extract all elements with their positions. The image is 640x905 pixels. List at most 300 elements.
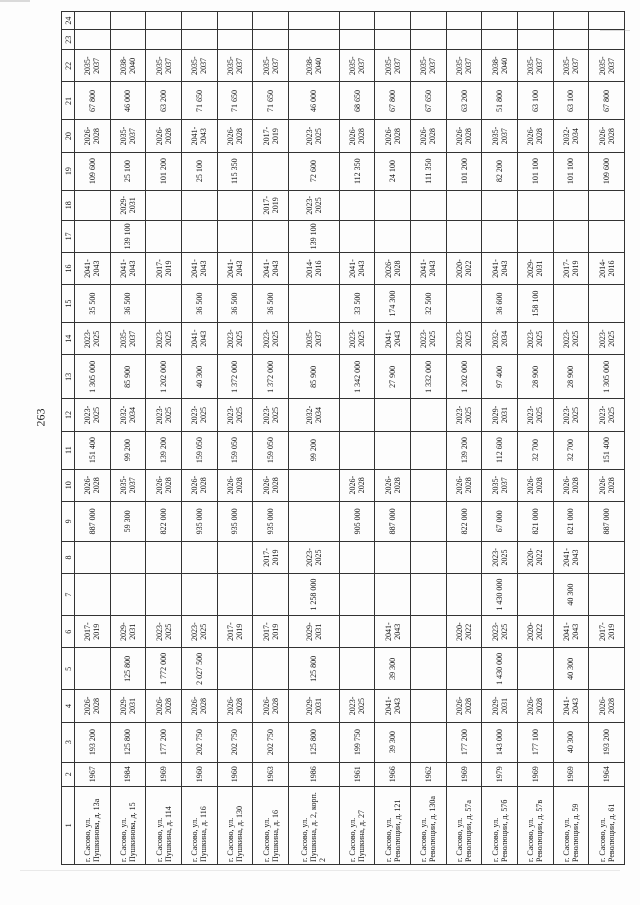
table-cell (288, 285, 339, 323)
table-cell: 2023-2025 (181, 399, 217, 431)
table-cell (589, 12, 625, 30)
table-cell (411, 399, 447, 431)
table-cell: 2020-2022 (446, 616, 482, 648)
table-cell: 821 000 (553, 501, 589, 541)
table-cell: 1 258 000 (288, 574, 339, 616)
table-cell (217, 190, 253, 220)
table-cell: 2035-2037 (75, 50, 111, 82)
table-cell (288, 501, 339, 541)
table-cell (517, 190, 553, 220)
table-cell: 2035-2037 (110, 323, 146, 355)
table-cell (482, 190, 518, 220)
table-cell: 2014-2016 (589, 252, 625, 284)
table-cell: 2026-2028 (446, 120, 482, 152)
table-cell (288, 30, 339, 50)
column-header: 1 (62, 786, 75, 864)
table-cell (589, 541, 625, 573)
table-cell: 139 200 (446, 431, 482, 469)
table-cell: 202 750 (253, 722, 289, 762)
table-row (339, 12, 375, 865)
table-cell: 2041-2043 (375, 323, 411, 355)
table-cell: 2026-2028 (253, 690, 289, 722)
table-cell: 32 500 (411, 285, 447, 323)
table-cell: 887 000 (375, 501, 411, 541)
table-cell: 2029-2031 (288, 616, 339, 648)
table-cell: 2023-2025 (253, 323, 289, 355)
table-cell (446, 285, 482, 323)
table-cell: 28 900 (517, 355, 553, 399)
table-cell: 59 300 (110, 501, 146, 541)
table-cell: 2041-2043 (253, 252, 289, 284)
table-cell (181, 190, 217, 220)
table-cell: 2026-2028 (217, 469, 253, 501)
table-cell: 193 200 (589, 722, 625, 762)
table-cell: 2023-2025 (411, 323, 447, 355)
table-cell: 109 600 (589, 152, 625, 190)
column-header: 13 (62, 355, 75, 399)
table-cell: 2017-2019 (253, 190, 289, 220)
table-cell (339, 431, 375, 469)
table-cell: 46 000 (288, 82, 339, 120)
address-cell: г. Сасово, ул. Революции, д. 57в (517, 786, 553, 864)
table-cell: 2017-2019 (253, 541, 289, 573)
table-cell: 24 100 (375, 152, 411, 190)
table-cell: 2035-2037 (553, 50, 589, 82)
table-cell (446, 648, 482, 690)
table-cell: 2017-2019 (589, 616, 625, 648)
table-cell (253, 152, 289, 190)
table-cell: 174 300 (375, 285, 411, 323)
table-cell: 2041-2043 (375, 616, 411, 648)
table-cell: 71 650 (253, 82, 289, 120)
table-cell: 2035-2037 (375, 50, 411, 82)
table-cell: 109 600 (75, 152, 111, 190)
table-cell: 151 400 (589, 431, 625, 469)
table-cell: 101 100 (517, 152, 553, 190)
table-cell: 2032-2034 (288, 399, 339, 431)
table-cell (217, 220, 253, 252)
table-cell: 36 500 (253, 285, 289, 323)
table-cell (375, 190, 411, 220)
address-cell: г. Сасово, ул. Революции, д. 57б (482, 786, 518, 864)
table-cell: 2035-2037 (110, 469, 146, 501)
table-cell (339, 220, 375, 252)
table-cell: 51 800 (482, 82, 518, 120)
column-header: 7 (62, 574, 75, 616)
table-cell: 2035-2037 (589, 50, 625, 82)
table-cell (446, 190, 482, 220)
table-cell (253, 12, 289, 30)
table-cell: 177 200 (146, 722, 182, 762)
scan-noise (0, 0, 30, 2)
table-cell: 2023-2025 (517, 399, 553, 431)
table-cell (375, 574, 411, 616)
table-cell: 2020-2022 (517, 541, 553, 573)
table-cell: 2 027 500 (181, 648, 217, 690)
table-cell (217, 541, 253, 573)
table-cell (411, 501, 447, 541)
table-cell: 2017-2019 (253, 120, 289, 152)
column-header: 15 (62, 285, 75, 323)
table-cell (446, 12, 482, 30)
table-cell (517, 574, 553, 616)
table-cell: 1984 (110, 762, 146, 786)
table-cell (253, 30, 289, 50)
table-cell: 139 200 (146, 431, 182, 469)
table-cell (375, 541, 411, 573)
table-cell: 101 100 (553, 152, 589, 190)
table-cell: 2041-2043 (553, 690, 589, 722)
table-row (75, 12, 111, 865)
table-cell (375, 399, 411, 431)
table-row (411, 12, 447, 865)
table-cell: 71 650 (217, 82, 253, 120)
table-cell: 85 900 (288, 355, 339, 399)
table-cell: 2023-2025 (75, 399, 111, 431)
table-cell: 35 500 (75, 285, 111, 323)
table-cell: 2026-2028 (589, 120, 625, 152)
table-cell: 2026-2028 (375, 120, 411, 152)
table-cell (75, 190, 111, 220)
table-cell: 1966 (375, 762, 411, 786)
table-cell: 2026-2028 (446, 690, 482, 722)
address-cell: г. Сасово, ул. Пушкинова, д. 15 (110, 786, 146, 864)
table-cell: 2041-2043 (375, 690, 411, 722)
table-cell (217, 12, 253, 30)
table-cell: 199 750 (339, 722, 375, 762)
table-cell (517, 220, 553, 252)
table-cell: 2041-2043 (553, 616, 589, 648)
column-header: 2 (62, 762, 75, 786)
table-cell: 193 200 (75, 722, 111, 762)
table-cell (146, 574, 182, 616)
table-row (181, 12, 217, 865)
table-cell (375, 431, 411, 469)
table-cell: 2026-2028 (589, 469, 625, 501)
table-cell: 2029-2031 (482, 690, 518, 722)
table-cell (411, 648, 447, 690)
table-cell: 2023-2025 (288, 541, 339, 573)
table-cell (375, 30, 411, 50)
table-cell (375, 220, 411, 252)
table-cell: 2023-2025 (339, 690, 375, 722)
table-cell (110, 30, 146, 50)
table-cell: 40 300 (553, 648, 589, 690)
table-cell: 2017-2019 (253, 616, 289, 648)
table-cell: 2026-2028 (446, 469, 482, 501)
table-cell: 63 200 (446, 82, 482, 120)
table-cell (589, 190, 625, 220)
table-cell (75, 648, 111, 690)
table-cell (339, 12, 375, 30)
page-number: 263 (33, 408, 48, 427)
table-row (589, 12, 625, 865)
table-cell: 1967 (75, 762, 111, 786)
table-cell (253, 220, 289, 252)
table-cell: 2035-2037 (253, 50, 289, 82)
table-cell: 2023-2025 (253, 399, 289, 431)
table-cell: 2041-2043 (411, 252, 447, 284)
table-cell (446, 541, 482, 573)
table-cell: 177 100 (517, 722, 553, 762)
table-cell: 2023-2025 (553, 323, 589, 355)
table-cell: 2026-2028 (253, 469, 289, 501)
table-cell (339, 30, 375, 50)
column-header: 10 (62, 469, 75, 501)
table-cell: 2023-2025 (517, 323, 553, 355)
table-cell (482, 220, 518, 252)
table-cell (517, 12, 553, 30)
table-row (253, 12, 289, 865)
table-cell: 935 000 (181, 501, 217, 541)
table-cell (339, 574, 375, 616)
column-header: 18 (62, 190, 75, 220)
table-cell: 2020-2022 (517, 616, 553, 648)
table-cell (110, 12, 146, 30)
table-cell: 2035-2037 (288, 323, 339, 355)
table-cell: 115 350 (217, 152, 253, 190)
table-cell: 2029-2031 (482, 399, 518, 431)
table-row (110, 12, 146, 865)
table-cell: 2026-2028 (375, 252, 411, 284)
table-cell: 36 500 (110, 285, 146, 323)
table-cell (217, 30, 253, 50)
table-cell: 2035-2037 (110, 120, 146, 152)
table-cell: 1 772 000 (146, 648, 182, 690)
address-cell: г. Сасово, ул. Пушкина, д. 114 (146, 786, 182, 864)
table-cell: 2038-2040 (288, 50, 339, 82)
table-cell: 2032-2034 (553, 120, 589, 152)
table-cell: 2026-2028 (146, 120, 182, 152)
table-cell: 822 000 (146, 501, 182, 541)
table-cell: 63 100 (517, 82, 553, 120)
table-cell (288, 469, 339, 501)
table-cell (75, 220, 111, 252)
table-cell: 159 050 (253, 431, 289, 469)
table-cell: 2032-2034 (110, 399, 146, 431)
table-cell: 2035-2037 (217, 50, 253, 82)
table-cell: 1986 (288, 762, 339, 786)
table-cell: 2041-2043 (553, 541, 589, 573)
column-header: 23 (62, 30, 75, 50)
table-cell: 40 300 (553, 574, 589, 616)
table-row (446, 12, 482, 865)
table-cell (589, 648, 625, 690)
table-cell: 935 000 (253, 501, 289, 541)
table-cell: 1969 (517, 762, 553, 786)
table-cell: 2041-2043 (181, 323, 217, 355)
address-cell: г. Сасово, ул. Пушкина, д. 116 (181, 786, 217, 864)
table-cell: 2026-2028 (75, 469, 111, 501)
table-cell (339, 616, 375, 648)
table-cell: 2026-2028 (217, 120, 253, 152)
table-cell: 935 000 (217, 501, 253, 541)
table-cell (411, 190, 447, 220)
table-cell: 111 350 (411, 152, 447, 190)
table-cell (339, 541, 375, 573)
table-cell: 2017-2019 (146, 252, 182, 284)
table-cell: 40 300 (553, 722, 589, 762)
table-cell (517, 30, 553, 50)
column-header: 9 (62, 501, 75, 541)
table-cell: 2023-2025 (146, 616, 182, 648)
table-cell: 1962 (411, 762, 447, 786)
address-cell: г. Сасово, ул. Революции, д. 61 (589, 786, 625, 864)
table-cell: 25 100 (110, 152, 146, 190)
table-cell (75, 574, 111, 616)
table-cell (288, 12, 339, 30)
column-header: 16 (62, 252, 75, 284)
table-cell: 125 800 (110, 722, 146, 762)
table-cell: 2026-2028 (75, 690, 111, 722)
table-cell (339, 190, 375, 220)
table-cell (375, 12, 411, 30)
table-row (553, 12, 589, 865)
table-cell: 1 342 000 (339, 355, 375, 399)
table-cell: 2026-2028 (181, 469, 217, 501)
table-cell: 1961 (339, 762, 375, 786)
table-cell: 139 100 (110, 220, 146, 252)
table-cell: 36 500 (217, 285, 253, 323)
table-cell: 2023-2025 (446, 399, 482, 431)
column-header: 22 (62, 50, 75, 82)
table-cell: 112 350 (339, 152, 375, 190)
table-cell (411, 690, 447, 722)
table-cell (411, 12, 447, 30)
table-cell: 67 800 (589, 82, 625, 120)
table-cell (482, 12, 518, 30)
table-cell: 125 800 (288, 722, 339, 762)
table-cell: 67 800 (375, 82, 411, 120)
table-cell: 2014-2016 (288, 252, 339, 284)
table-cell: 143 000 (482, 722, 518, 762)
table-cell: 125 800 (288, 648, 339, 690)
table-cell: 151 400 (75, 431, 111, 469)
table-cell: 2023-2025 (482, 616, 518, 648)
table-cell: 2023-2025 (589, 399, 625, 431)
table-cell (589, 30, 625, 50)
table-cell: 99 200 (110, 431, 146, 469)
table-row (217, 12, 253, 865)
table-cell (553, 190, 589, 220)
table-cell: 887 000 (589, 501, 625, 541)
table-cell: 159 050 (217, 431, 253, 469)
column-header: 17 (62, 220, 75, 252)
column-header: 14 (62, 323, 75, 355)
table-cell: 2035-2037 (339, 50, 375, 82)
table-cell: 1969 (146, 762, 182, 786)
table-cell: 2026-2028 (375, 469, 411, 501)
address-cell: г. Сасово, ул. Пушкина, д. 27 (339, 786, 375, 864)
table-cell (181, 574, 217, 616)
table-cell (181, 30, 217, 50)
table-cell (411, 616, 447, 648)
table-cell: 1964 (589, 762, 625, 786)
table-cell (146, 541, 182, 573)
table-cell: 40 300 (181, 355, 217, 399)
table-row (482, 12, 518, 865)
table-cell: 2023-2025 (146, 399, 182, 431)
table-cell: 2023-2025 (446, 323, 482, 355)
table-cell (411, 431, 447, 469)
scan-noise (20, 870, 620, 871)
table-cell (446, 574, 482, 616)
table-cell: 887 000 (75, 501, 111, 541)
table-cell: 2026-2028 (339, 120, 375, 152)
table-cell: 1969 (553, 762, 589, 786)
column-header: 4 (62, 690, 75, 722)
address-cell: г. Сасово, ул. Революции, д. 59 (553, 786, 589, 864)
table-cell: 2017-2019 (217, 616, 253, 648)
table-cell (181, 220, 217, 252)
column-header: 5 (62, 648, 75, 690)
column-header: 6 (62, 616, 75, 648)
table-cell: 2023-2025 (553, 399, 589, 431)
table-cell: 36 500 (181, 285, 217, 323)
column-header: 12 (62, 399, 75, 431)
column-header: 3 (62, 722, 75, 762)
table-cell: 33 500 (339, 285, 375, 323)
table-cell: 2026-2028 (553, 469, 589, 501)
table-cell: 2026-2028 (517, 469, 553, 501)
table-cell (339, 648, 375, 690)
table-cell: 2023-2025 (181, 616, 217, 648)
table-cell (446, 220, 482, 252)
table-row (146, 12, 182, 865)
table-cell: 2026-2028 (146, 469, 182, 501)
column-header: 24 (62, 12, 75, 30)
table-cell: 2041-2043 (217, 252, 253, 284)
table-cell: 63 200 (146, 82, 182, 120)
table-cell (75, 30, 111, 50)
table-cell: 2035-2037 (446, 50, 482, 82)
table-cell: 27 900 (375, 355, 411, 399)
table-cell: 2029-2031 (517, 252, 553, 284)
table-cell: 1 305 000 (75, 355, 111, 399)
table-cell (589, 285, 625, 323)
table-cell (589, 220, 625, 252)
table-cell: 101 200 (146, 152, 182, 190)
table-cell (589, 574, 625, 616)
table-cell (146, 285, 182, 323)
header-row (62, 12, 75, 865)
table-cell (553, 30, 589, 50)
table-cell (411, 574, 447, 616)
address-cell: г. Сасово, ул. Пушкина, д. 16 (253, 786, 289, 864)
table-cell (339, 399, 375, 431)
table-cell (411, 541, 447, 573)
table-cell (146, 12, 182, 30)
table-cell: 28 900 (553, 355, 589, 399)
column-header: 8 (62, 541, 75, 573)
table-cell (110, 541, 146, 573)
table-cell (253, 648, 289, 690)
table-cell: 2029-2031 (110, 616, 146, 648)
column-header: 11 (62, 431, 75, 469)
address-cell: г. Сасово, ул. Пушкинова, д. 13а (75, 786, 111, 864)
table-cell: 85 900 (110, 355, 146, 399)
table-cell: 202 750 (217, 722, 253, 762)
table-cell: 1 372 000 (217, 355, 253, 399)
table-cell: 2041-2043 (482, 252, 518, 284)
column-header: 20 (62, 120, 75, 152)
table-cell (75, 541, 111, 573)
table-cell: 2026-2028 (517, 690, 553, 722)
table-cell: 158 100 (517, 285, 553, 323)
table-cell (110, 574, 146, 616)
table-cell: 822 000 (446, 501, 482, 541)
table-cell: 1 202 000 (446, 355, 482, 399)
